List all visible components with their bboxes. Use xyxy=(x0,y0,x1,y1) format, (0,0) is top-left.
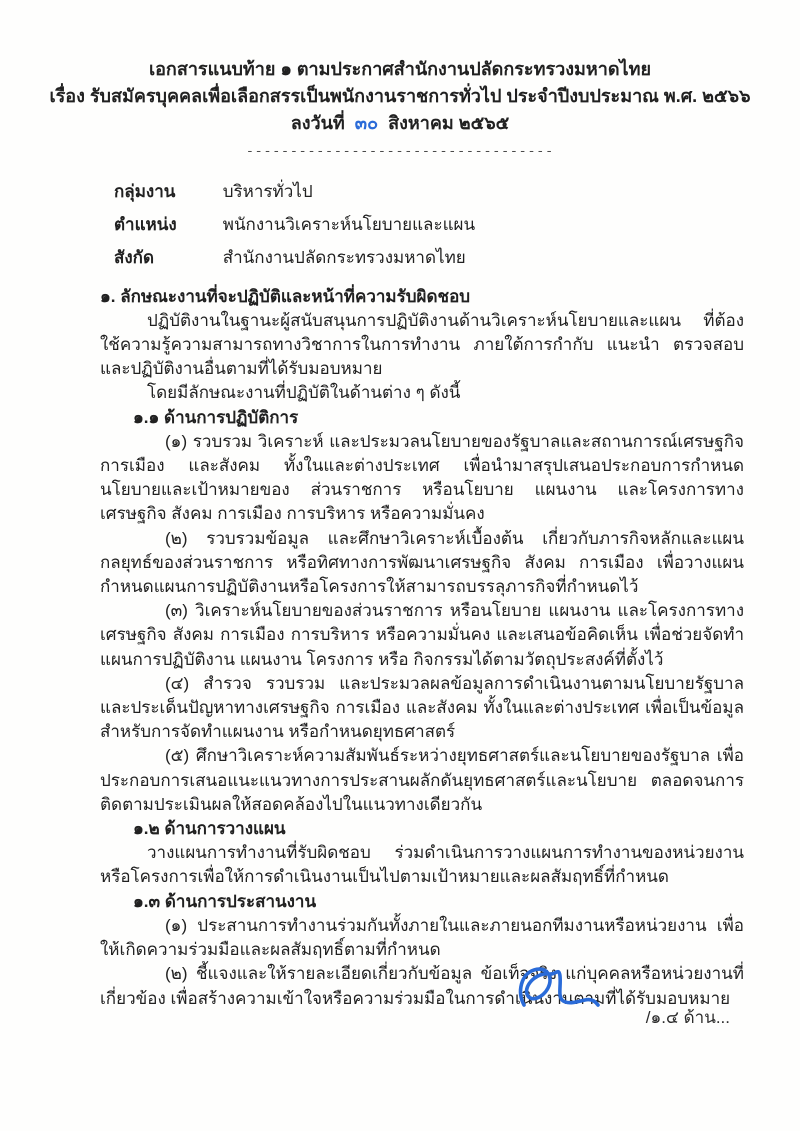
subsection-1-1-item-5: (๕) ศึกษาวิเคราะห์ความสัมพันธ์ระหว่างยุทธศาสตร์และนโยบายของรัฐบาล เพื่อประกอบการเสนอแนะแนวทางการประสานผลักดันยุทธศาสตร์และนโยบาย ตลอดจนการติดตามประเมินผลให้สอดคล้องไปในแนวทางเดียวกัน xyxy=(100,746,744,814)
header-line-1: เอกสารแนบท้าย ๑ ตามประกาศสำนักงานปลัดกระทรวงมหาดไทย xyxy=(148,59,652,79)
section-1-intro: ปฏิบัติงานในฐานะผู้สนับสนุนการปฏิบัติงานด้านวิเคราะห์นโยบายและแผน ที่ต้องใช้ความรู้ความสามารถทางวิชาการในการทำงาน ภายใต้การกำกับ แนะนำ ตรวจสอบ และปฏิบัติงานอื่นตามที่ได้รับมอบหมาย xyxy=(100,310,744,379)
date-day-handwritten: ๓๐ xyxy=(354,113,379,133)
date-line xyxy=(0,110,800,137)
info-block xyxy=(114,180,800,271)
info-row-position xyxy=(114,213,800,237)
info-value-group: บริหารทั่วไป xyxy=(222,182,313,201)
section-1-heading: ๑. ลักษณะงานที่จะปฏิบัติและหน้าที่ความรับผิดชอบ xyxy=(100,286,471,306)
subsection-1-1-item-1: (๑) รวบรวม วิเคราะห์ และประมวลนโยบายของรัฐบาลและสถานการณ์เศรษฐกิจ การเมือง และสังคม ทั้งในและต่างประเทศ เพื่อนำมาสรุปเสนอประกอบการกำหนดนโยบายและเป้าหมายของ ส่วนราชการ หรือนโยบาย แผนงาน และโครงการทางเศรษฐกิจ สังคม การเมือง การบริหาร หรือความมั่นคง xyxy=(100,431,744,524)
section-1-intro-2: โดยมีลักษณะงานที่ปฏิบัติในด้านต่าง ๆ ดังนี้ xyxy=(147,383,461,403)
date-suffix: สิงหาคม ๒๕๖๕ xyxy=(388,113,510,133)
info-value-position: พนักงานวิเคราะห์นโยบายและแผน xyxy=(222,215,476,235)
info-label-group: กลุ่มงาน xyxy=(114,182,176,201)
subsection-1-3-item-1: (๑) ประสานการทำงานร่วมกันทั้งภายในและภายนอกทีมงานหรือหน่วยงาน เพื่อให้เกิดความร่วมมือและผลสัมฤทธิ์ตามที่กำหนด xyxy=(100,915,744,960)
document-body xyxy=(0,285,800,1011)
info-row-affiliation xyxy=(114,246,800,270)
subsection-1-1-heading: ๑.๑ ด้านการปฏิบัติการ xyxy=(133,407,299,427)
subsection-1-3-item-2: (๒) ชี้แจงและให้รายละเอียดเกี่ยวกับข้อมูล ข้อเท็จจริง แก่บุคคลหรือหน่วยงานที่เกี่ยวข้อง เพื่อสร้างความเข้าใจหรือความร่วมมือในการดำเนินงานตามที่ได้รับมอบหมาย xyxy=(100,964,744,1008)
continuation-note: /๑.๔ ด้าน... xyxy=(645,1008,730,1027)
date-prefix: ลงวันที่ xyxy=(290,113,345,133)
signature-ink-scribble xyxy=(514,962,604,1014)
subsection-1-1-item-4: (๔) สำรวจ รวบรวม และประมวลผลข้อมูลการดำเนินงานตามนโยบายรัฐบาลและประเด็นปัญหาทางเศรษฐกิจ การเมือง และสังคม ทั้งในและต่างประเทศ เพื่อเป็นข้อมูลสำหรับการจัดทำแผนงาน หรือกำหนดยุทธศาสตร์ xyxy=(100,673,744,742)
subsection-1-2-heading: ๑.๒ ด้านการวางแผน xyxy=(133,819,286,839)
info-label-position: ตำแหน่ง xyxy=(114,215,177,235)
divider-dashes: ----------------------------------- xyxy=(245,144,555,159)
header-line-2: เรื่อง รับสมัครบุคคลเพื่อเลือกสรรเป็นพนักงานราชการทั่วไป ประจำปีงบประมาณ พ.ศ. ๒๕๖๖ xyxy=(49,86,751,106)
document-header xyxy=(0,0,800,137)
signature-stroke xyxy=(521,969,598,1005)
subsection-1-2-paragraph: วางแผนการทำงานที่รับผิดชอบ ร่วมดำเนินการวางแผนการทำงานของหน่วยงานหรือโครงการเพื่อให้การดำเนินงานเป็นไปตามเป้าหมายและผลสัมฤทธิ์ที่กำหนด xyxy=(100,843,744,887)
info-row-group xyxy=(114,180,800,204)
subsection-1-1-item-3: (๓) วิเคราะห์นโยบายของส่วนราชการ หรือนโยบาย แผนงาน และโครงการทางเศรษฐกิจ สังคม การเมือง การบริหาร หรือความมั่นคง และเสนอข้อคิดเห็น เพื่อช่วยจัดทำแผนการปฏิบัติงาน แผนงาน โครงการ หรือ กิจกรรมได้ตามวัตถุประสงค์ที่ตั้งไว้ xyxy=(100,601,744,669)
info-label-affiliation: สังกัด xyxy=(114,248,155,268)
subsection-1-3-heading: ๑.๓ ด้านการประสานงาน xyxy=(133,891,317,911)
subsection-1-1-item-2: (๒) รวบรวมข้อมูล และศึกษาวิเคราะห์เบื้องต้น เกี่ยวกับภารกิจหลักและแผนกลยุทธ์ของส่วนราชการ หรือทิศทางการพัฒนาเศรษฐกิจ สังคม การเมือง เพื่อวางแผนกำหนดแผนการปฏิบัติงานหรือโครงการให้สามารถบรรลุภารกิจที่กำหนดไว้ xyxy=(100,528,744,597)
info-value-affiliation: สำนักงานปลัดกระทรวงมหาดไทย xyxy=(222,248,466,268)
